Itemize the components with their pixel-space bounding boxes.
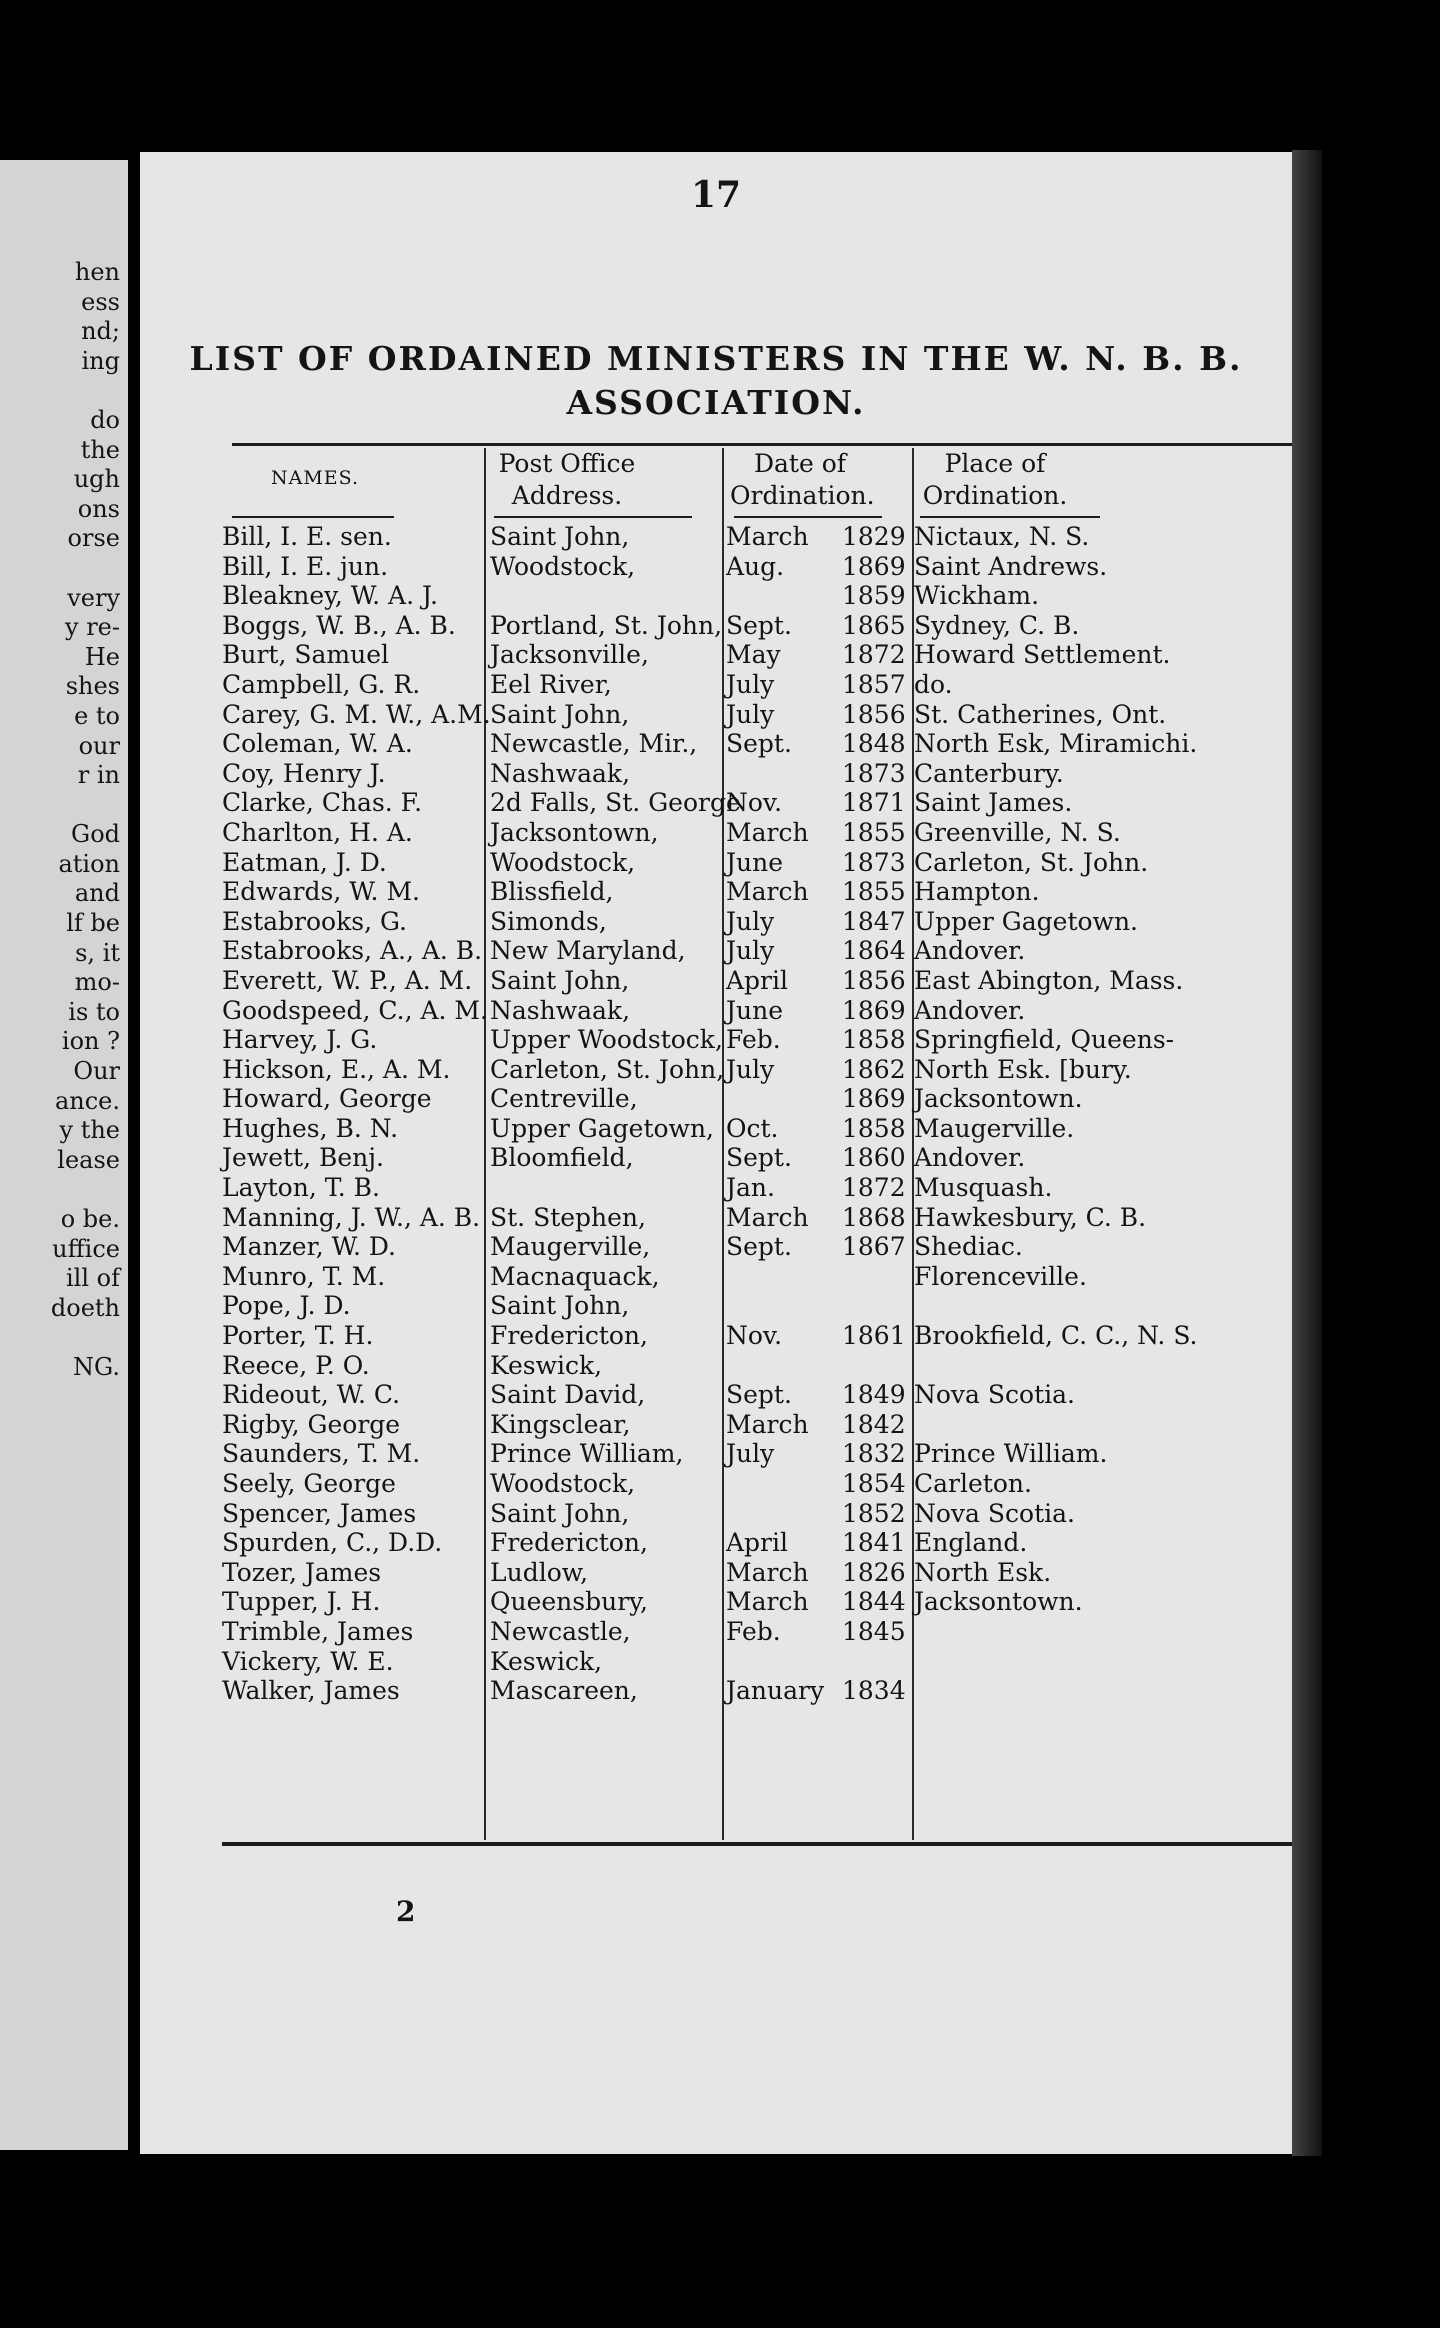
left-page-fragment: nd; [81, 317, 120, 346]
ordination-year: 1844 [842, 1587, 906, 1617]
ordination-year: 1852 [842, 1498, 906, 1528]
minister-name: Hickson, E., A. M. [222, 1054, 451, 1084]
post-office-address: Upper Gagetown, [490, 1113, 714, 1143]
minister-name: Munro, T. M. [222, 1261, 386, 1291]
left-page-fragment: God [71, 820, 120, 849]
ordination-year: 1849 [842, 1380, 906, 1410]
ordination-month: March [726, 817, 809, 847]
table-row [222, 1114, 1222, 1144]
ordination-month: Jan. [726, 1173, 775, 1203]
table-row [222, 670, 1222, 700]
table-row [222, 1055, 1222, 1085]
minister-name: Tupper, J. H. [222, 1587, 381, 1617]
page-title [140, 337, 1292, 425]
post-office-address: Fredericton, [490, 1321, 648, 1351]
ordination-place: North Esk, Miramichi. [914, 729, 1198, 759]
left-page-fragment: s, it [75, 938, 120, 967]
table-row [222, 1587, 1222, 1617]
ordination-month: March [726, 1409, 809, 1439]
post-office-address: Centreville, [490, 1084, 638, 1114]
post-office-address: Upper Woodstock, [490, 1025, 723, 1055]
table-row [222, 1676, 1222, 1706]
header-underline-names [232, 516, 394, 518]
ordination-month: Oct. [726, 1113, 779, 1143]
table-row [222, 848, 1222, 878]
minister-name: Everett, W. P., A. M. [222, 965, 473, 995]
left-page-fragment: is to [68, 997, 120, 1026]
table-row [222, 936, 1222, 966]
ordination-month: April [726, 1528, 788, 1558]
left-page-fragment: Our [73, 1057, 120, 1086]
ordination-place: Florenceville. [914, 1261, 1087, 1291]
left-page-fragment: and [74, 879, 120, 908]
post-office-address: Fredericton, [490, 1528, 648, 1558]
ordination-place: Shediac. [914, 1232, 1023, 1262]
ordination-month: Sept. [726, 610, 792, 640]
minister-name: Tozer, James [222, 1557, 382, 1587]
ordination-month: July [726, 936, 775, 966]
post-office-address: Nashwaak, [490, 758, 631, 788]
ordination-month: July [726, 1054, 775, 1084]
post-office-address: Woodstock, [490, 847, 636, 877]
table-row [222, 640, 1222, 670]
ordination-place: Jacksontown. [914, 1587, 1083, 1617]
table-row [222, 700, 1222, 730]
ordination-place: Brookfield, C. C., N. S. [914, 1321, 1198, 1351]
ordination-place: Hampton. [914, 877, 1040, 907]
ordination-year: 1869 [842, 551, 906, 581]
ordination-place: Jacksontown. [914, 1084, 1083, 1114]
ordination-year: 1873 [842, 758, 906, 788]
ordination-month: Sept. [726, 729, 792, 759]
header-underline-place [920, 516, 1100, 518]
ordination-year: 1856 [842, 965, 906, 995]
post-office-address: Woodstock, [490, 1469, 636, 1498]
minister-name: Goodspeed, C., A. M. [222, 995, 488, 1025]
ordination-place: do. [914, 669, 953, 699]
ordination-year: 1855 [842, 817, 906, 847]
table-row [222, 788, 1222, 818]
minister-name: Walker, James [222, 1676, 400, 1706]
header-place: Place of Ordination. [922, 449, 1068, 510]
table-row [222, 1262, 1222, 1292]
left-page-fragment: doeth [50, 1293, 120, 1322]
post-office-address: Blissfield, [490, 877, 614, 907]
post-office-address: Prince William, [490, 1439, 684, 1469]
ordination-year: 1868 [842, 1202, 906, 1232]
ordination-place: Musquash. [914, 1173, 1053, 1203]
post-office-address: Saint John, [490, 522, 630, 551]
post-office-address: Woodstock, [490, 551, 636, 581]
post-office-address: Jacksonville, [490, 640, 649, 670]
ordination-year: 1855 [842, 877, 906, 907]
ordination-month: July [726, 1439, 775, 1469]
ordination-year: 1857 [842, 669, 906, 699]
ordination-year: 1869 [842, 995, 906, 1025]
header-underline-date [734, 516, 882, 518]
book-page [140, 152, 1292, 2154]
ordination-year: 1862 [842, 1054, 906, 1084]
ordination-year: 1861 [842, 1321, 906, 1351]
table-row [222, 1617, 1222, 1647]
left-page-fragment: uffice [52, 1234, 120, 1263]
left-page-fragment: ation [58, 849, 120, 878]
left-page-edge [0, 160, 128, 2150]
minister-name: Manning, J. W., A. B. [222, 1202, 481, 1232]
minister-name: Porter, T. H. [222, 1321, 374, 1351]
ordination-month: July [726, 669, 775, 699]
left-page-fragment: e to [74, 701, 120, 730]
table-row [222, 1410, 1222, 1440]
ordination-year: 1871 [842, 788, 906, 818]
minister-name: Manzer, W. D. [222, 1232, 396, 1262]
minister-name: Clarke, Chas. F. [222, 788, 423, 818]
minister-name: Layton, T. B. [222, 1173, 380, 1203]
post-office-address: Queensbury, [490, 1587, 648, 1617]
ordination-place: Wickham. [914, 581, 1040, 611]
left-page-fragment: shes [65, 672, 120, 701]
ordination-place: England. [914, 1528, 1028, 1558]
minister-name: Bleakney, W. A. J. [222, 581, 439, 611]
left-page-fragment: do [90, 405, 120, 434]
minister-name: Boggs, W. B., A. B. [222, 610, 456, 640]
ordination-place: Saint Andrews. [914, 551, 1108, 581]
minister-name: Pope, J. D. [222, 1291, 351, 1321]
post-office-address: Saint John, [490, 1498, 630, 1528]
ordination-month: June [726, 995, 784, 1025]
ordination-place: Carleton, St. John. [914, 847, 1149, 877]
ordination-year: 1854 [842, 1469, 906, 1498]
ordination-year: 1841 [842, 1528, 906, 1558]
minister-name: Burt, Samuel [222, 640, 389, 670]
ordination-month: Aug. [726, 551, 785, 581]
left-page-fragment: mo- [74, 968, 120, 997]
minister-name: Hughes, B. N. [222, 1113, 399, 1143]
table-row [222, 581, 1222, 611]
left-page-fragment: ing [81, 346, 120, 375]
minister-name: Rideout, W. C. [222, 1380, 401, 1410]
ordination-place: Andover. [914, 995, 1026, 1025]
post-office-address: Keswick, [490, 1646, 603, 1676]
left-page-fragment [51, 1323, 120, 1353]
table-row [222, 552, 1222, 582]
left-page-fragment: He [84, 642, 120, 671]
ordination-year: 1856 [842, 699, 906, 729]
table-row [222, 729, 1222, 759]
post-office-address: Macnaquack, [490, 1261, 660, 1291]
ministers-table [222, 522, 1222, 1706]
table-row [222, 1469, 1222, 1499]
post-office-address: Saint John, [490, 1291, 630, 1321]
minister-name: Coleman, W. A. [222, 729, 413, 759]
post-office-address: 2d Falls, St. George [490, 788, 741, 818]
ordination-place: Howard Settlement. [914, 640, 1171, 670]
post-office-address: Keswick, [490, 1350, 603, 1380]
minister-name: Seely, George [222, 1469, 396, 1498]
table-row [222, 611, 1222, 641]
left-page-fragment: lf be [66, 909, 120, 938]
post-office-address: Jacksontown, [490, 817, 659, 847]
minister-name: Vickery, W. E. [222, 1646, 394, 1676]
signature-mark: 2 [396, 1895, 416, 1928]
ordination-place: Upper Gagetown. [914, 906, 1138, 936]
ordination-year: 1848 [842, 729, 906, 759]
post-office-address: Bloomfield, [490, 1143, 634, 1173]
ordination-year: 1842 [842, 1409, 906, 1439]
post-office-address: Nashwaak, [490, 995, 631, 1025]
table-row [222, 1321, 1222, 1351]
minister-name: Spencer, James [222, 1498, 417, 1528]
ordination-year: 1859 [842, 581, 906, 611]
table-row [222, 1351, 1222, 1381]
post-office-address: Newcastle, Mir., [490, 729, 698, 759]
post-office-address: Maugerville, [490, 1232, 651, 1262]
post-office-address: St. Stephen, [490, 1202, 646, 1232]
left-page-fragment: ess [81, 287, 120, 316]
header-post-office: Post Office Address. [498, 449, 636, 510]
post-office-address: Kingsclear, [490, 1409, 631, 1439]
table-row [222, 1232, 1222, 1262]
ordination-year: 1829 [842, 522, 906, 551]
ordination-place: Saint James. [914, 788, 1073, 818]
left-page-fragment [51, 791, 120, 821]
table-row [222, 759, 1222, 789]
left-page-fragment: lease [57, 1145, 120, 1174]
ordination-place: Andover. [914, 1143, 1026, 1173]
left-page-fragment: ion ? [61, 1027, 120, 1056]
table-row [222, 1528, 1222, 1558]
minister-name: Coy, Henry J. [222, 758, 386, 788]
left-page-fragment: the [80, 435, 120, 464]
minister-name: Saunders, T. M. [222, 1439, 421, 1469]
table-row [222, 1173, 1222, 1203]
ordination-year: 1834 [842, 1676, 906, 1706]
table-row [222, 907, 1222, 937]
table-row [222, 1380, 1222, 1410]
minister-name: Edwards, W. M. [222, 877, 420, 907]
left-page-fragment: hen [74, 258, 120, 286]
minister-name: Reece, P. O. [222, 1350, 370, 1380]
ordination-year: 1867 [842, 1232, 906, 1262]
table-top-rule [232, 443, 1292, 446]
ordination-place: Carleton. [914, 1469, 1032, 1498]
ordination-month: July [726, 906, 775, 936]
table-row [222, 1499, 1222, 1529]
minister-name: Bill, I. E. sen. [222, 522, 392, 551]
table-row [222, 996, 1222, 1026]
ordination-month: Feb. [726, 1025, 781, 1055]
ordination-month: April [726, 965, 788, 995]
title-line-1: LIST OF ORDAINED MINISTERS IN THE W. N. B. B. [189, 339, 1243, 378]
left-page-fragment: very [67, 583, 120, 612]
left-page-fragment [51, 554, 120, 584]
post-office-address: Eel River, [490, 669, 612, 699]
ordination-year: 1872 [842, 1173, 906, 1203]
ordination-place: Nictaux, N. S. [914, 522, 1090, 551]
ordination-month: March [726, 877, 809, 907]
left-page-fragment: ance. [54, 1086, 120, 1115]
ordination-place: St. Catherines, Ont. [914, 699, 1167, 729]
ordination-month: July [726, 699, 775, 729]
ordination-month: March [726, 1557, 809, 1587]
minister-name: Carey, G. M. W., A.M. [222, 699, 491, 729]
ordination-month: Feb. [726, 1616, 781, 1646]
post-office-address: Saint John, [490, 699, 630, 729]
ordination-year: 1858 [842, 1025, 906, 1055]
table-row [222, 1558, 1222, 1588]
ordination-place: Nova Scotia. [914, 1380, 1075, 1410]
header-names: NAMES. [270, 467, 360, 489]
ordination-year: 1858 [842, 1113, 906, 1143]
left-page-fragment: y the [59, 1116, 120, 1145]
header-underline-post [494, 516, 692, 518]
ordination-place: Greenville, N. S. [914, 817, 1121, 847]
ordination-month: June [726, 847, 784, 877]
left-page-fragment: our [78, 731, 120, 760]
ordination-year: 1865 [842, 610, 906, 640]
ordination-year: 1847 [842, 906, 906, 936]
ordination-month: March [726, 1587, 809, 1617]
left-page-fragment: ugh [73, 465, 120, 494]
ordination-month: January [726, 1676, 825, 1706]
ordination-place: Nova Scotia. [914, 1498, 1075, 1528]
table-bottom-rule [222, 1842, 1292, 1846]
minister-name: Spurden, C., D.D. [222, 1528, 443, 1558]
ordination-year: 1860 [842, 1143, 906, 1173]
table-row [222, 522, 1222, 552]
ordination-place: Sydney, C. B. [914, 610, 1080, 640]
minister-name: Eatman, J. D. [222, 847, 387, 877]
header-date: Date of Ordination. [730, 449, 875, 510]
ordination-month: Nov. [726, 1321, 783, 1351]
table-row [222, 1203, 1222, 1233]
table-row [222, 1025, 1222, 1055]
post-office-address: Newcastle, [490, 1616, 631, 1646]
ordination-month: Sept. [726, 1380, 792, 1410]
minister-name: Harvey, J. G. [222, 1025, 378, 1055]
book-spine-shadow [1292, 150, 1322, 2156]
post-office-address: New Maryland, [490, 936, 686, 966]
ordination-place: Maugerville. [914, 1113, 1075, 1143]
ordination-place: Andover. [914, 936, 1026, 966]
ordination-month: Nov. [726, 788, 783, 818]
ordination-year: 1826 [842, 1557, 906, 1587]
ordination-place: East Abington, Mass. [914, 965, 1184, 995]
ordination-place: North Esk. [bury. [914, 1054, 1132, 1084]
ordination-place: North Esk. [914, 1557, 1052, 1587]
table-row [222, 1084, 1222, 1114]
ordination-year: 1873 [842, 847, 906, 877]
ordination-month: Sept. [726, 1143, 792, 1173]
minister-name: Estabrooks, A., A. B. [222, 936, 483, 966]
ordination-place: Prince William. [914, 1439, 1108, 1469]
ordination-year: 1869 [842, 1084, 906, 1114]
ordination-year: 1832 [842, 1439, 906, 1469]
left-page-fragment [51, 376, 120, 406]
minister-name: Rigby, George [222, 1409, 401, 1439]
ordination-year: 1845 [842, 1616, 906, 1646]
table-row [222, 1143, 1222, 1173]
left-page-fragment: ill of [66, 1264, 120, 1293]
left-page-fragment: NG. [73, 1352, 120, 1381]
table-row [222, 1439, 1222, 1469]
ordination-month: March [726, 522, 809, 551]
left-page-fragment: r in [77, 761, 120, 790]
minister-name: Charlton, H. A. [222, 817, 413, 847]
title-line-2: ASSOCIATION. [566, 383, 866, 422]
table-row [222, 1647, 1222, 1677]
post-office-address: Saint John, [490, 965, 630, 995]
left-page-fragment: o be. [60, 1205, 120, 1233]
ordination-place: Hawkesbury, C. B. [914, 1202, 1147, 1232]
minister-name: Bill, I. E. jun. [222, 551, 389, 581]
minister-name: Trimble, James [222, 1616, 414, 1646]
left-page-text-fragments [51, 258, 120, 1383]
minister-name: Howard, George [222, 1084, 432, 1114]
left-page-fragment [51, 1175, 120, 1205]
table-row [222, 877, 1222, 907]
minister-name: Jewett, Benj. [222, 1143, 384, 1173]
ordination-year: 1864 [842, 936, 906, 966]
ordination-month: May [726, 640, 781, 670]
post-office-address: Mascareen, [490, 1676, 638, 1706]
left-page-fragment: orse [67, 524, 120, 553]
table-row [222, 966, 1222, 996]
post-office-address: Simonds, [490, 906, 607, 936]
ordination-year: 1872 [842, 640, 906, 670]
ordination-month: March [726, 1202, 809, 1232]
post-office-address: Ludlow, [490, 1557, 589, 1587]
left-page-fragment: y re- [65, 613, 120, 642]
table-row [222, 1291, 1222, 1321]
minister-name: Campbell, G. R. [222, 669, 421, 699]
ordination-place: Springfield, Queens- [914, 1025, 1175, 1055]
post-office-address: Carleton, St. John, [490, 1054, 725, 1084]
table-row [222, 818, 1222, 848]
ordination-month: Sept. [726, 1232, 792, 1262]
post-office-address: Saint David, [490, 1380, 646, 1410]
ordination-place: Canterbury. [914, 758, 1064, 788]
page-number: 17 [690, 174, 742, 216]
minister-name: Estabrooks, G. [222, 906, 407, 936]
post-office-address: Portland, St. John, [490, 610, 723, 640]
left-page-fragment: ons [77, 494, 120, 523]
